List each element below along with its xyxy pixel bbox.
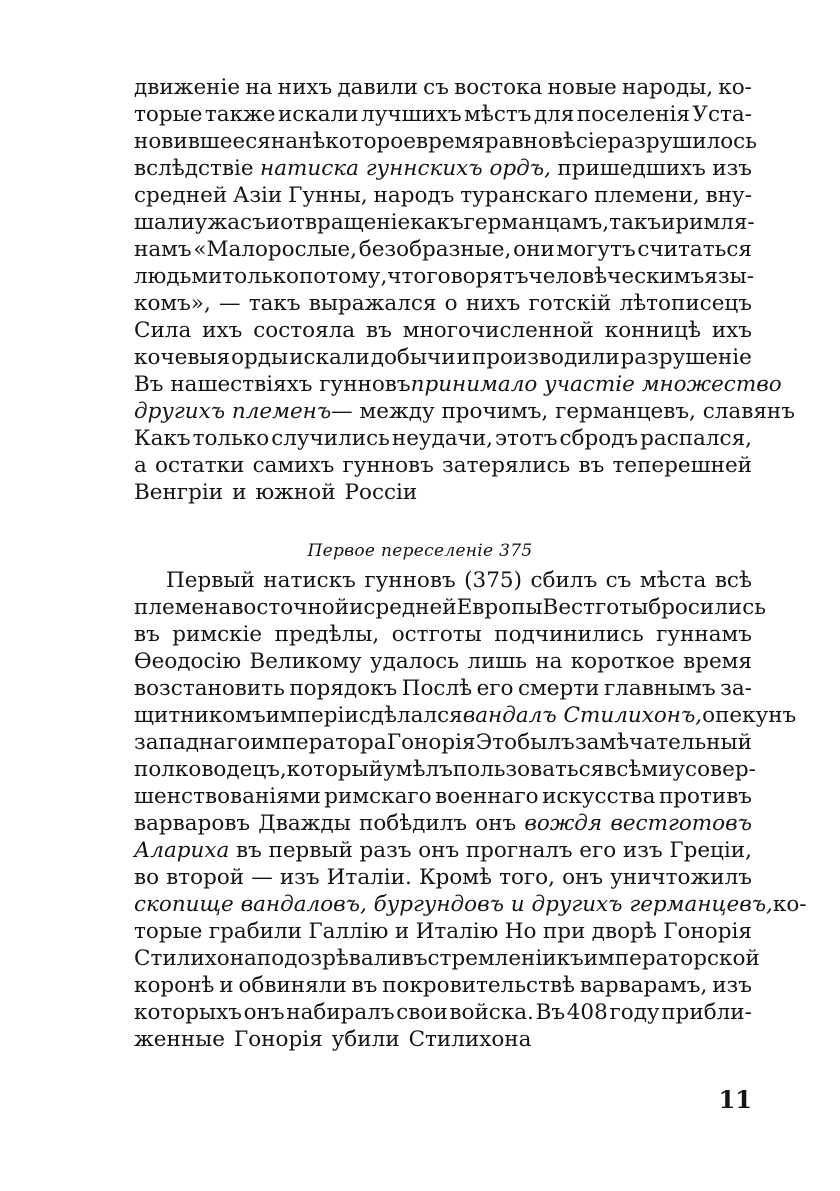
word: того, xyxy=(499,865,555,890)
text-line xyxy=(134,74,752,101)
word: въ xyxy=(366,318,392,343)
word: также xyxy=(204,102,276,127)
word: коронѣ xyxy=(134,973,215,998)
word: какъ xyxy=(410,210,464,235)
word: Послѣ xyxy=(401,676,473,701)
word: покровительствѣ xyxy=(382,973,576,998)
word: только xyxy=(222,264,299,289)
word: изъ xyxy=(622,838,663,863)
emphasis-stilicho: вандалъ Стилихонъ, xyxy=(462,703,703,728)
word: нихъ xyxy=(277,75,333,100)
word: и xyxy=(232,480,247,505)
word: набиралъ xyxy=(286,1000,395,1025)
word: опекунъ xyxy=(702,703,797,728)
word: онъ xyxy=(475,811,517,836)
section-heading: Первое переселенiе 375 xyxy=(307,541,533,561)
word: главнымъ xyxy=(603,676,716,701)
word: имперiи xyxy=(265,703,359,728)
word: Какъ xyxy=(134,426,191,451)
word: такъ xyxy=(248,291,301,316)
word: короткое xyxy=(570,649,675,674)
word: вслѣдствiе xyxy=(134,156,254,181)
text-line xyxy=(134,621,752,648)
word: конницѣ xyxy=(604,318,701,343)
text-line xyxy=(134,479,752,506)
text-line xyxy=(134,675,752,702)
word: Италiи. xyxy=(326,865,412,890)
word: ихъ xyxy=(711,318,752,343)
word: случились xyxy=(271,426,390,451)
word: Вестготы xyxy=(542,595,649,620)
word: году xyxy=(609,1000,660,1025)
word: разрушилось xyxy=(607,129,757,154)
word: Гонорiя xyxy=(386,730,476,755)
word: дворѣ xyxy=(591,919,657,944)
word: производили xyxy=(471,345,620,370)
word: такъ xyxy=(609,210,662,235)
word: императорской xyxy=(583,946,760,971)
word: военнаго xyxy=(435,784,539,809)
word: кочевыя xyxy=(134,345,231,370)
word: Гунны, xyxy=(288,183,368,208)
word: войска. xyxy=(449,1000,534,1025)
word: прибли- xyxy=(661,1000,752,1025)
word: Россiи xyxy=(344,480,418,505)
text-line xyxy=(134,128,757,155)
word: противъ xyxy=(658,784,752,809)
text-line xyxy=(134,371,782,398)
word: безобразные, xyxy=(358,237,512,262)
word: и xyxy=(456,345,471,370)
word: Стилихона xyxy=(134,946,257,971)
word: на xyxy=(535,649,563,674)
word: изъ xyxy=(712,156,752,181)
word: давили xyxy=(337,75,418,100)
word: при xyxy=(542,919,586,944)
emphasis-many-tribes: принимало участiе множество xyxy=(410,372,782,397)
word: въ xyxy=(236,838,262,863)
word: его xyxy=(476,676,514,701)
text-line xyxy=(134,918,752,945)
word: вну- xyxy=(705,183,752,208)
word: римскiе xyxy=(172,622,263,647)
text-line xyxy=(134,864,752,891)
word: новые xyxy=(547,75,617,100)
word: Италiю xyxy=(415,919,499,944)
word: — xyxy=(251,865,273,890)
text-line xyxy=(134,290,752,317)
word: новившееся xyxy=(134,129,271,154)
word: за- xyxy=(720,676,752,701)
word: въ xyxy=(134,622,160,647)
word: «Малорослые, xyxy=(193,237,357,262)
text-line xyxy=(134,594,766,621)
word: самихъ xyxy=(252,453,335,478)
word: женные xyxy=(134,1027,225,1052)
page-number: 11 xyxy=(718,1085,752,1114)
text-line xyxy=(134,783,752,810)
word: о xyxy=(444,291,458,316)
word: равновѣсiе xyxy=(484,129,608,154)
emphasis-word: вождя xyxy=(524,811,603,836)
word: къ xyxy=(556,946,584,971)
text-line xyxy=(134,702,797,729)
word: которыхъ xyxy=(134,1000,242,1025)
word: гуннамъ xyxy=(656,622,752,647)
word: съ xyxy=(423,75,449,100)
word: Въ xyxy=(535,1000,566,1025)
text-line xyxy=(134,155,752,182)
emphasis-vandals-burgundians: скопище вандаловъ, бургундовъ и другихъ германцевъ, xyxy=(134,892,773,917)
word: для xyxy=(533,102,575,127)
word: на xyxy=(270,129,299,154)
word: шали xyxy=(134,210,195,235)
word: племени, xyxy=(594,183,700,208)
word: и xyxy=(394,919,410,944)
word: искали xyxy=(289,345,370,370)
text-line xyxy=(134,182,752,209)
word: остатки xyxy=(155,453,245,478)
word: подозрѣвали xyxy=(256,946,402,971)
word: Сила xyxy=(134,318,192,343)
word: лишь xyxy=(467,649,527,674)
word: южной xyxy=(255,480,336,505)
word: выражался xyxy=(308,291,437,316)
word: онъ xyxy=(243,1000,285,1025)
word: грабили xyxy=(208,919,302,944)
word: гунновъ xyxy=(364,568,456,593)
word: первый xyxy=(268,838,353,863)
word: въ xyxy=(578,453,605,478)
word: говорятъ xyxy=(426,264,529,289)
word: ко- xyxy=(772,892,807,917)
word: сбилъ xyxy=(530,568,598,593)
word: въ xyxy=(401,946,428,971)
text-line xyxy=(134,101,752,128)
word: съ xyxy=(605,568,632,593)
word: во xyxy=(134,865,160,890)
word: восточной xyxy=(231,595,350,620)
text-line xyxy=(134,729,752,756)
word: 408 xyxy=(566,1000,608,1025)
word: въ xyxy=(351,973,378,998)
word: Азiи xyxy=(233,183,283,208)
word: торые xyxy=(134,919,203,944)
word: и xyxy=(349,595,364,620)
word: людьми xyxy=(134,264,223,289)
text-line xyxy=(134,317,752,344)
word: варваровъ xyxy=(134,811,251,836)
word: потому, xyxy=(298,264,388,289)
text-line xyxy=(134,209,755,236)
word: западнаго xyxy=(134,730,251,755)
word: обвиняли xyxy=(238,973,347,998)
word: ихъ xyxy=(202,318,243,343)
text-line xyxy=(134,972,752,999)
word: на xyxy=(245,75,273,100)
word: они xyxy=(513,237,555,262)
word: свои xyxy=(396,1000,448,1025)
word: мѣста xyxy=(639,568,707,593)
word: подчинились xyxy=(494,622,644,647)
word: нихъ xyxy=(465,291,521,316)
text-line xyxy=(134,567,752,594)
word: остготы xyxy=(391,622,482,647)
word: усовер- xyxy=(672,757,756,782)
word: (375) xyxy=(464,568,522,593)
word: ужасъ xyxy=(194,210,266,235)
word: который xyxy=(286,757,384,782)
word: язы- xyxy=(704,264,754,289)
word: прогналъ xyxy=(465,838,573,863)
word: онъ xyxy=(418,838,460,863)
word: германцамъ, xyxy=(463,210,610,235)
word: теперешней xyxy=(612,453,752,478)
word: и xyxy=(219,973,234,998)
word: а xyxy=(134,453,147,478)
word: сбродъ xyxy=(559,426,639,451)
word: распался, xyxy=(640,426,752,451)
word: нѣкоторое xyxy=(298,129,416,154)
word: натискъ xyxy=(263,568,356,593)
word: Ѳеодосiю xyxy=(134,649,242,674)
word: полководецъ, xyxy=(134,757,287,782)
word: лѣтописецъ xyxy=(619,291,752,316)
word: готскiй xyxy=(528,291,612,316)
word: побѣдилъ xyxy=(358,811,468,836)
emphasis-alaric: Алариха xyxy=(134,838,230,863)
text-line xyxy=(134,263,752,290)
word: востока xyxy=(454,75,543,100)
text-line xyxy=(134,425,752,452)
text-line xyxy=(134,756,756,783)
word: Грецiи, xyxy=(669,838,752,863)
word: варварамъ, xyxy=(579,973,708,998)
word: состояла xyxy=(253,318,356,343)
word: движенiе xyxy=(134,75,241,100)
word: Венгрiи xyxy=(134,480,224,505)
word: Уста- xyxy=(692,102,752,127)
word: что xyxy=(387,264,427,289)
word: считаться xyxy=(637,237,752,262)
word: лучшихъ xyxy=(361,102,462,127)
word: шенствованiями xyxy=(134,784,321,809)
paragraph-huns-invasion xyxy=(134,74,795,506)
word: добычи xyxy=(370,345,456,370)
word: Дважды xyxy=(258,811,351,836)
word: время xyxy=(683,649,752,674)
word: орды xyxy=(231,345,289,370)
text-line xyxy=(134,398,795,425)
word: уничтожилъ xyxy=(610,865,752,890)
word: человѣческимъ xyxy=(528,264,705,289)
word: могутъ xyxy=(556,237,636,262)
word: искусства xyxy=(542,784,656,809)
word: мѣстъ xyxy=(464,102,532,127)
word: пользоваться xyxy=(452,757,605,782)
emphasis-word: вестготовъ xyxy=(610,811,752,836)
word: этотъ xyxy=(495,426,558,451)
word: разрушенiе xyxy=(620,345,752,370)
word: намъ xyxy=(134,237,192,262)
word: предѣлы, xyxy=(274,622,380,647)
word: только xyxy=(192,426,270,451)
word: и xyxy=(265,210,281,235)
word: Въ нашествiяхъ гунновъ xyxy=(134,372,411,397)
word: затерялись xyxy=(442,453,571,478)
word: онъ xyxy=(562,865,604,890)
word: поселенiя xyxy=(576,102,690,127)
word: ко- xyxy=(718,75,752,100)
text-line xyxy=(134,648,752,675)
word: всѣми xyxy=(604,757,673,782)
text-line xyxy=(134,999,752,1026)
word: изъ xyxy=(712,973,752,998)
word: народъ xyxy=(373,183,455,208)
word: замѣчательный xyxy=(574,730,752,755)
word: убили xyxy=(331,1027,400,1052)
word: Гонорiя xyxy=(663,919,752,944)
word: — xyxy=(219,291,241,316)
word: удалось xyxy=(369,649,460,674)
word: умѣлъ xyxy=(383,757,453,782)
word: многочисленной xyxy=(402,318,594,343)
word: Кромѣ xyxy=(418,865,492,890)
word: Первый xyxy=(166,568,255,593)
word: Галлiю xyxy=(308,919,389,944)
word: императора xyxy=(250,730,387,755)
word: Стилихона xyxy=(408,1027,532,1052)
word: порядокъ xyxy=(289,676,398,701)
word: бросились xyxy=(648,595,766,620)
word: время xyxy=(415,129,485,154)
word: отвращенiе xyxy=(280,210,411,235)
word: Но xyxy=(504,919,537,944)
word: искали xyxy=(277,102,359,127)
word: стремленiи xyxy=(427,946,557,971)
text-line xyxy=(134,837,752,864)
word: Европы xyxy=(456,595,543,620)
word: изъ xyxy=(279,865,320,890)
word: второй xyxy=(166,865,245,890)
word: его xyxy=(579,838,617,863)
word: комъ», xyxy=(134,291,211,316)
word: былъ xyxy=(517,730,575,755)
text-line xyxy=(134,452,752,479)
word: и xyxy=(661,210,676,235)
word: Гонорiя xyxy=(234,1027,323,1052)
word: народы, xyxy=(622,75,714,100)
word: Это xyxy=(475,730,518,755)
word: Великому xyxy=(249,649,362,674)
word: сдѣлался xyxy=(358,703,463,728)
word: пришедшихъ xyxy=(557,156,706,181)
word: торые xyxy=(134,102,203,127)
word: — между прочимъ, германцевъ, славянъ xyxy=(331,399,795,424)
text-line xyxy=(134,1026,752,1053)
text-line xyxy=(134,891,807,918)
text-line xyxy=(134,810,752,837)
emphasis-huns-hordes: натиска гуннскихъ ордъ, xyxy=(260,156,551,181)
word: всѣ xyxy=(714,568,752,593)
word: гунновъ xyxy=(342,453,434,478)
word: римскаго xyxy=(324,784,432,809)
word: разъ xyxy=(359,838,412,863)
text-line xyxy=(134,344,752,371)
emphasis-other-tribes: другихъ племенъ xyxy=(134,399,332,424)
word: римля- xyxy=(675,210,755,235)
paragraph-first-migration xyxy=(134,567,807,1053)
word: неудачи, xyxy=(391,426,493,451)
word: туранскаго xyxy=(460,183,589,208)
text-line xyxy=(134,945,760,972)
word: племена xyxy=(134,595,232,620)
word: смерти xyxy=(517,676,600,701)
word: щитникомъ xyxy=(134,703,266,728)
text-line xyxy=(134,236,752,263)
word: средней xyxy=(134,183,228,208)
word: средней xyxy=(363,595,457,620)
word: возстановить xyxy=(134,676,285,701)
